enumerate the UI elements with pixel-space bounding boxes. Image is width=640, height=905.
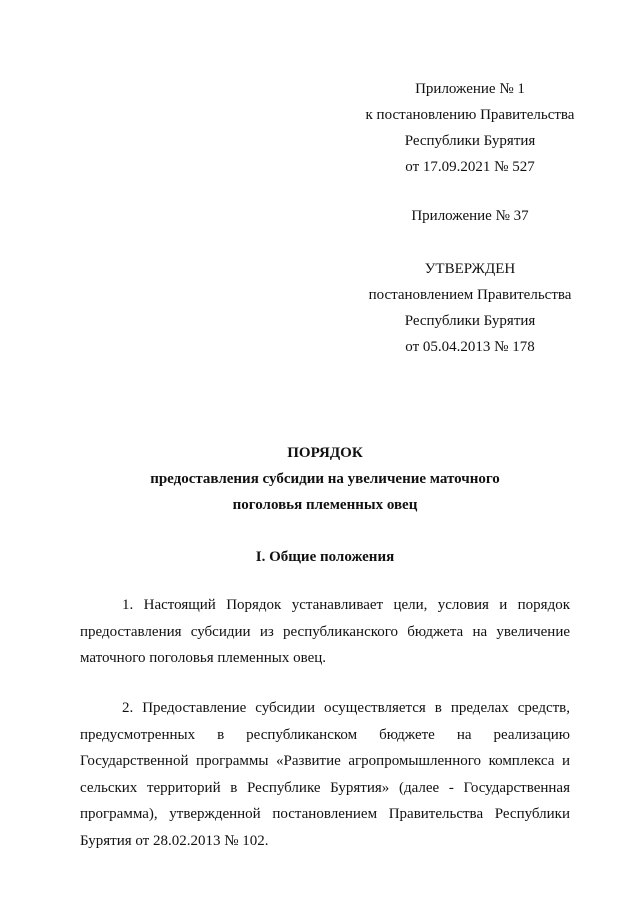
document-title xyxy=(80,440,570,518)
paragraph-1: 1. Настоящий Порядок устанавливает цели, условия и порядок предоставления субсидии из республиканского бюджета на увеличение маточного поголовья племенных овец. xyxy=(80,597,570,666)
approved-date: от 05.04.2013 № 178 xyxy=(405,339,535,355)
appendix-1-date: от 17.09.2021 № 527 xyxy=(405,159,535,175)
approval-stamp-text xyxy=(355,256,585,360)
title-subtitle-line-2: поголовья племенных овец xyxy=(232,497,418,513)
appendix-1-republic: Республики Бурятия xyxy=(404,133,536,149)
section-heading: I. Общие положения xyxy=(255,549,395,565)
appendix-1-header xyxy=(355,76,585,180)
title-main: ПОРЯДОК xyxy=(287,445,363,461)
approved-label: УТВЕРЖДЕН xyxy=(424,261,516,277)
paragraph-2: 2. Предоставление субсидии осуществляется в пределах средств, предусмотренных в республиканском бюджете на реализацию Государственной программы «Развитие агропромышленного комплекса и сельских территорий в Республике Бурятия» (далее - Государственная программа), утвержденной постановлением Правительства Республики Бурятия от 28.02.2013 № 102. xyxy=(80,700,570,849)
appendix-37-header xyxy=(395,203,545,229)
title-subtitle-line-1: предоставления субсидии на увеличение маточного xyxy=(150,471,500,487)
approved-by: постановлением Правительства xyxy=(368,287,572,303)
appendix-1-number: Приложение № 1 xyxy=(415,81,525,97)
approved-republic: Республики Бурятия xyxy=(404,313,536,329)
appendix-1-resolution-ref: к постановлению Правительства xyxy=(365,107,575,123)
appendix-37-number: Приложение № 37 xyxy=(411,208,529,224)
